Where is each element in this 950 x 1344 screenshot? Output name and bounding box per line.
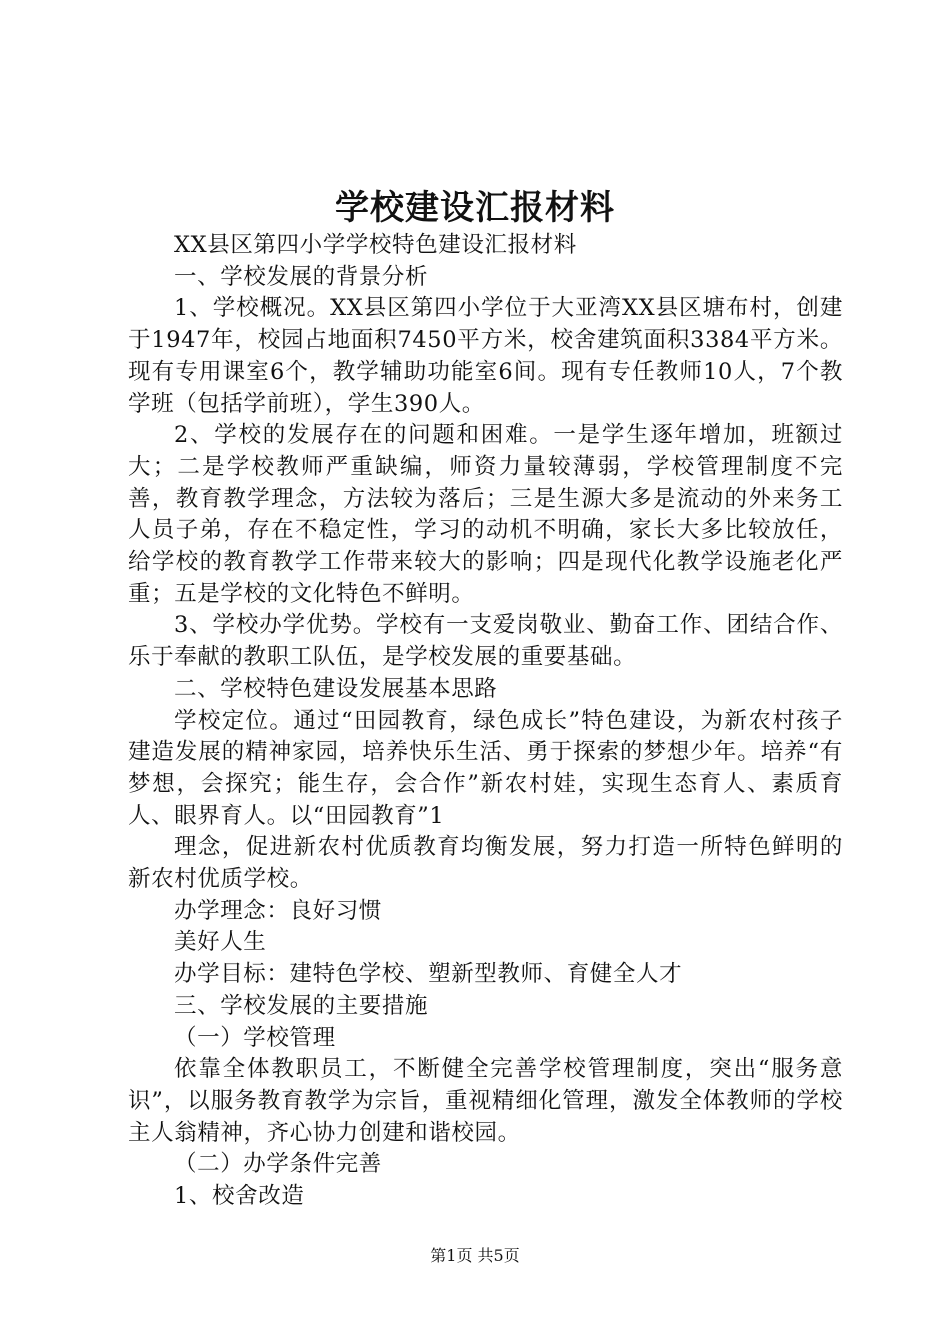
paragraph-philosophy: 办学理念：良好习惯 [174, 897, 382, 924]
paragraph-goals: 办学目标：建特色学校、塑新型教师、育健全人才 [174, 961, 683, 988]
paragraph-school-overview: 1、学校概况。XX县区第四小学位于大亚湾XX县区塘布村，创建于1947年，校园占地面积7450平方米，校舍建筑面积3384平方米。现有专用课室6个，教学辅助功能室6间。现有专任教师10人，7个教学班（包括学前班），学生390人。 [128, 295, 843, 417]
page-number-footer: 第1页 共5页 [430, 1246, 520, 1265]
paragraph-problems: 2、学校的发展存在的问题和困难。一是学生逐年增加，班额过大；二是学校教师严重缺编，师资力量较薄弱，学校管理制度不完善，教育教学理念，方法较为落后；三是生源大多是流动的外来务工人员子弟，存在不稳定性，学习的动机不明确，家长大多比较放任，给学校的教育教学工作带来较大的影响；四是现代化教学设施老化严重；五是学校的文化特色不鲜明。 [128, 422, 843, 607]
paragraph-subtitle: XX县区第四小学学校特色建设汇报材料 [174, 232, 577, 258]
subsection-heading-management: （一）学校管理 [174, 1024, 336, 1051]
document-title: 学校建设汇报材料 [335, 188, 615, 228]
section-heading-background: 一、学校发展的背景分析 [174, 263, 429, 290]
section-heading-ideas: 二、学校特色建设发展基本思路 [174, 675, 498, 702]
section-heading-measures: 三、学校发展的主要措施 [174, 992, 429, 1019]
paragraph-management: 依靠全体教职员工，不断健全完善学校管理制度，突出“服务意识”，以服务教育教学为宗旨，重视精细化管理，激发全体教师的学校主人翁精神，齐心协力创建和谐校园。 [128, 1056, 843, 1146]
document-body [128, 230, 843, 1213]
paragraph-philosophy-line2: 美好人生 [174, 929, 267, 956]
paragraph-renovation: 1、校舍改造 [174, 1183, 305, 1210]
paragraph-concept-continued: 理念，促进新农村优质教育均衡发展，努力打造一所特色鲜明的新农村优质学校。 [128, 834, 843, 893]
subsection-heading-conditions: （二）办学条件完善 [174, 1151, 382, 1178]
paragraph-advantages: 3、学校办学优势。学校有一支爱岗敬业、勤奋工作、团结合作、乐于奉献的教职工队伍，是学校发展的重要基础。 [128, 612, 843, 671]
paragraph-positioning: 学校定位。通过“田园教育，绿色成长”特色建设，为新农村孩子建造发展的精神家园，培养快乐生活、勇于探索的梦想少年。培养“有梦想，会探究；能生存，会合作”新农村娃，实现生态育人、素质育人、眼界育人。以“田园教育”1 [128, 707, 843, 829]
